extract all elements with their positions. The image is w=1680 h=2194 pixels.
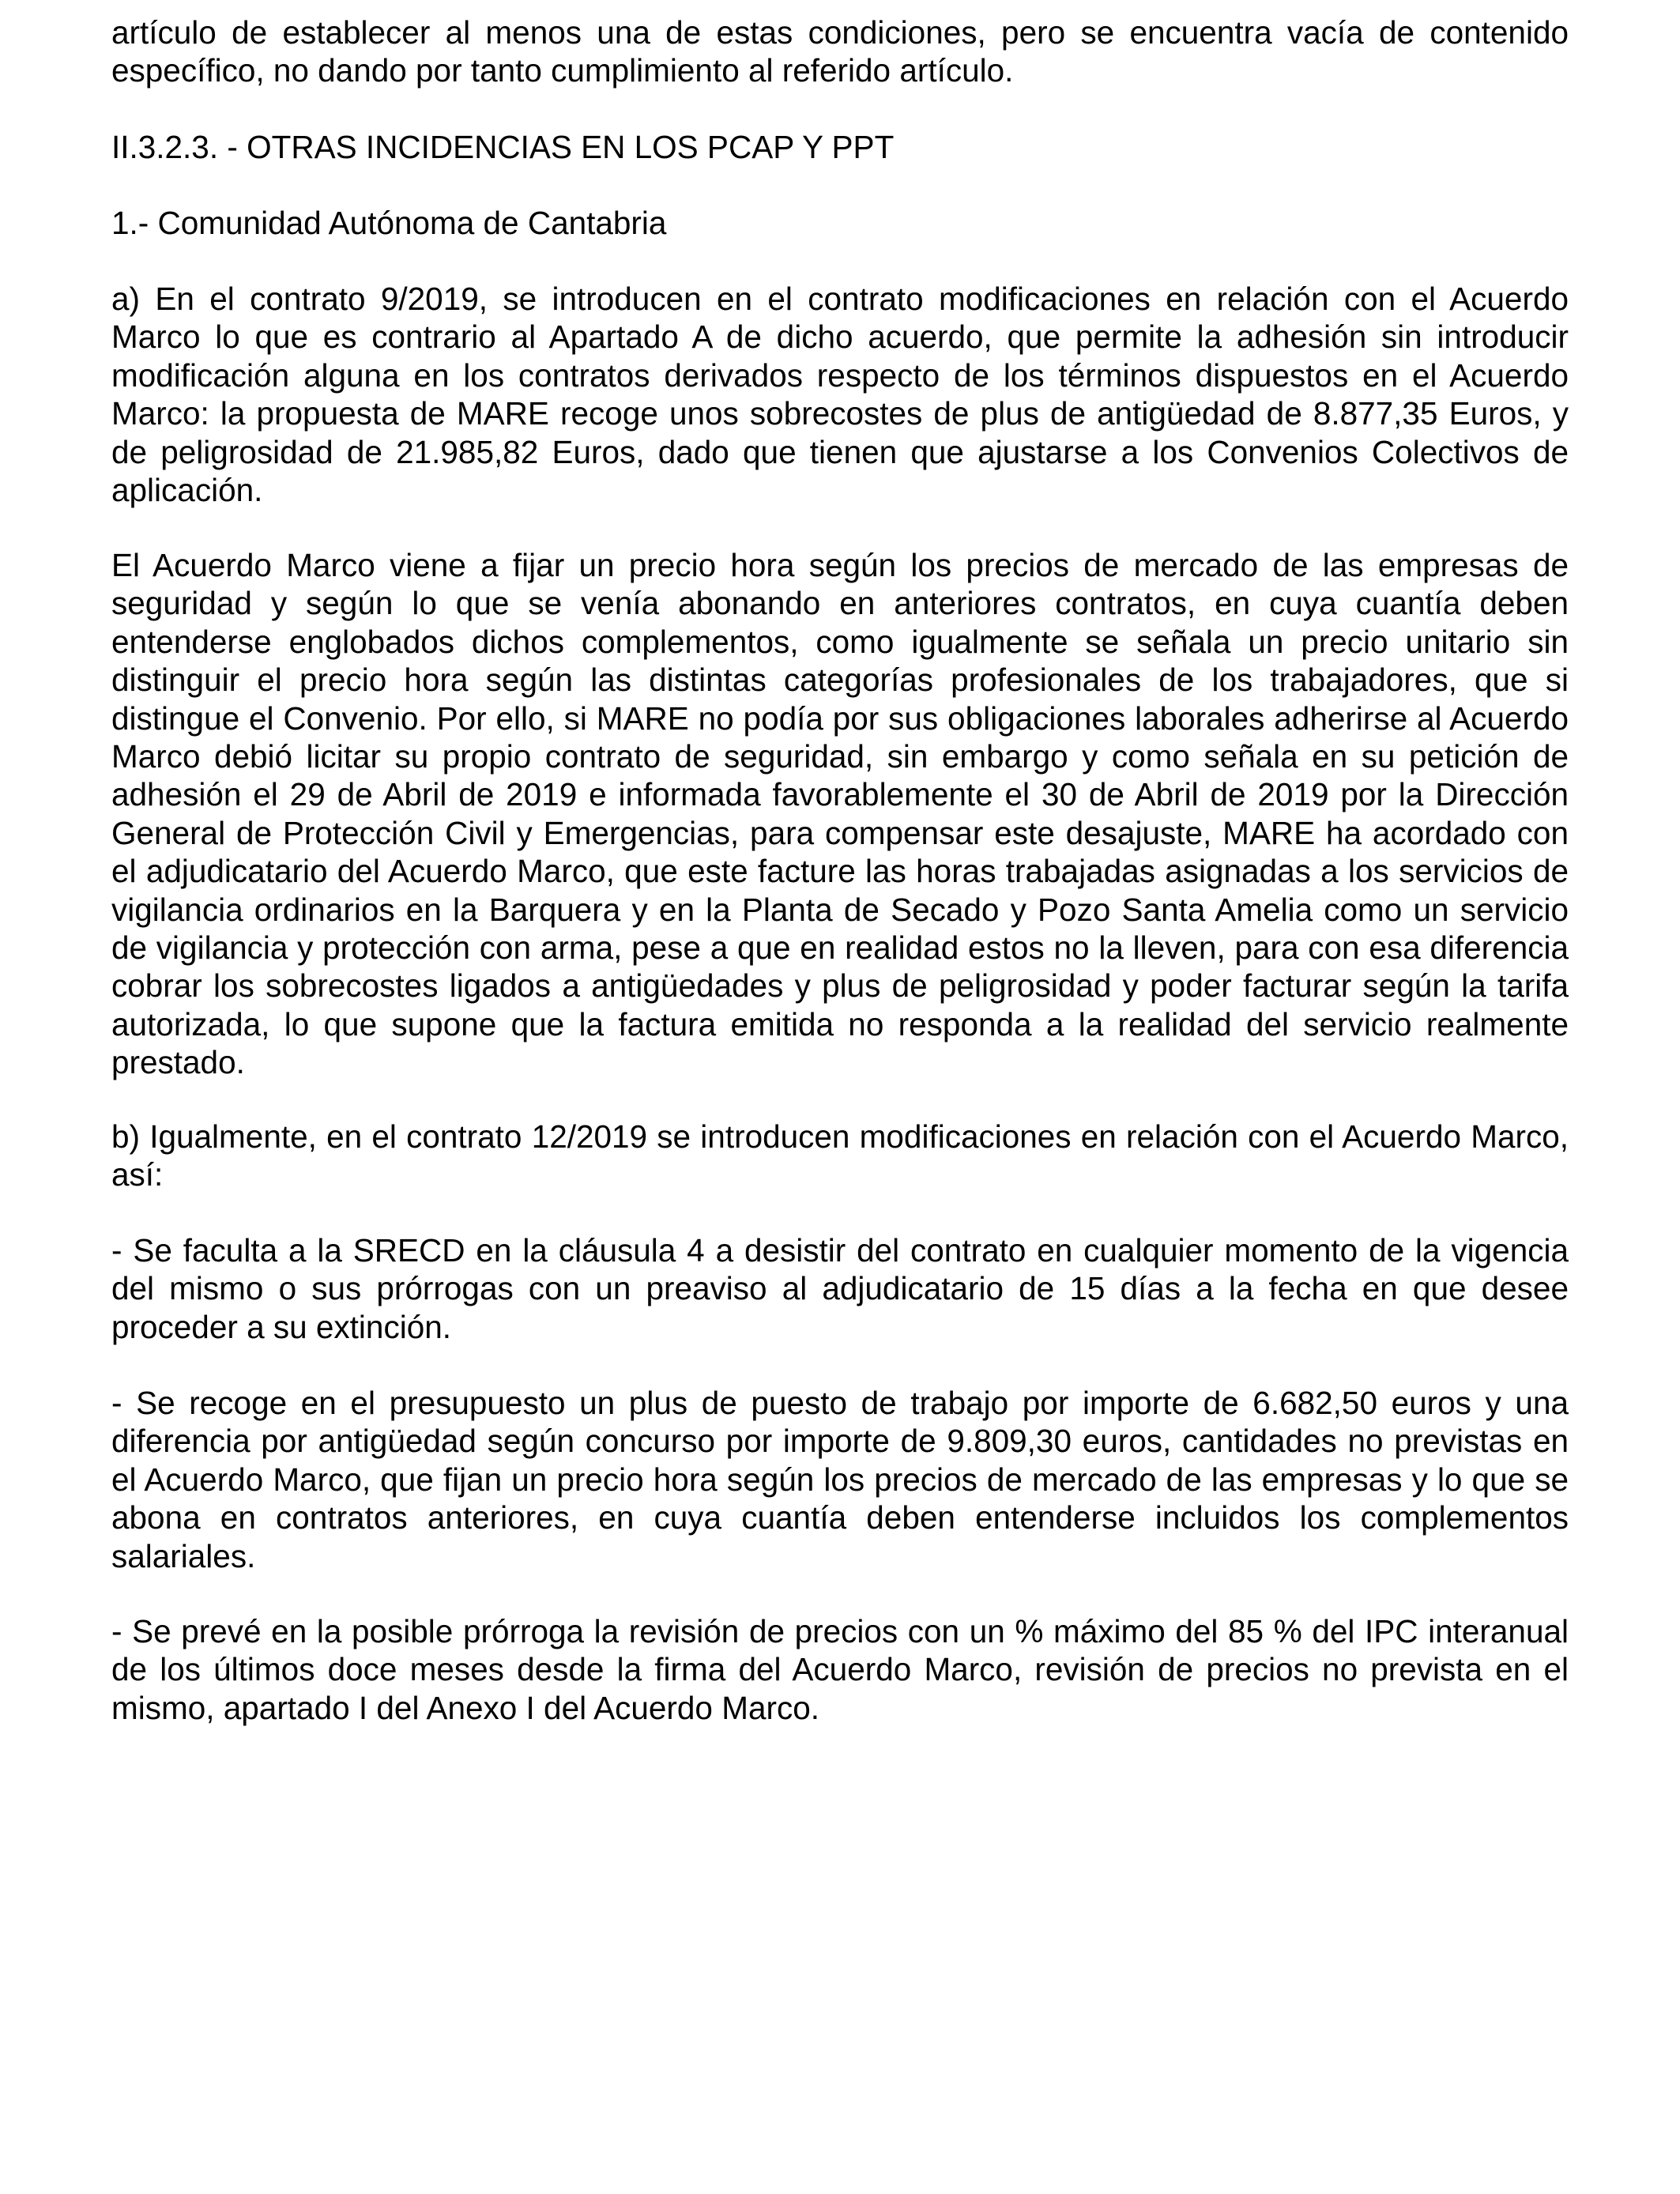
subsection-heading: 1.- Comunidad Autónoma de Cantabria — [111, 205, 667, 241]
paragraph-continuation: artículo de establecer al menos una de estas condiciones, pero se encuentra vacía de contenido específico, no dando por tanto cumplimiento al referido artículo. — [111, 14, 1569, 89]
list-item-desistimiento: - Se faculta a la SRECD en la cláusula 4 a desistir del contrato en cualquier momento de la vigencia del mismo o sus prórrogas con un preaviso al adjudicatario de 15 días a la fecha en que desee proceder a su extinción. — [111, 1232, 1569, 1345]
section-heading: II.3.2.3. - OTRAS INCIDENCIAS EN LOS PCAP Y PPT — [111, 129, 895, 165]
list-item-revision-precios: - Se prevé en la posible prórroga la revisión de precios con un % máximo del 85 % del IPC interanual de los últimos doce meses desde la firma del Acuerdo Marco, revisión de precios no prevista en el mismo, apartado I del Anexo I del Acuerdo Marco. — [111, 1613, 1569, 1726]
list-item-presupuesto: - Se recoge en el presupuesto un plus de puesto de trabajo por importe de 6.682,50 euros y una diferencia por antigüedad según concurso por importe de 9.809,30 euros, cantidades no previstas en el Acuerdo Marco, que fijan un precio hora según los precios de mercado de las empresas y lo que se abona en contratos anteriores, en cuya cuantía deben entenderse incluidos los complementos salariales. — [111, 1385, 1569, 1574]
paragraph-contract-12-2019: b) Igualmente, en el contrato 12/2019 se introducen modificaciones en relación con el Acuerdo Marco, así: — [111, 1118, 1569, 1193]
paragraph-acuerdo-marco: El Acuerdo Marco viene a fijar un precio hora según los precios de mercado de las empresas de seguridad y según lo que se venía abonando en anteriores contratos, en cuya cuantía deben entenderse englobados dichos complementos, como igualmente se señala un precio unitario sin distinguir el precio hora según las distintas categorías profesionales de los trabajadores, que si distingue el Convenio. Por ello, si MARE no podía por sus obligaciones laborales adherirse al Acuerdo Marco debió licitar su propio contrato de seguridad, sin embargo y como señala en su petición de adhesión el 29 de Abril de 2019 e informada favorablemente el 30 de Abril de 2019 por la Dirección General de Protección Civil y Emergencias, para compensar este desajuste, MARE ha acordado con el adjudicatario del Acuerdo Marco, que este facture las horas trabajadas asignadas a los servicios de vigilancia ordinarios en la Barquera y en la Planta de Secado y Pozo Santa Amelia como un servicio de vigilancia y protección con arma, pese a que en realidad estos no la lleven, para con esa diferencia cobrar los sobrecostes ligados a antigüedades y plus de peligrosidad y poder facturar según la tarifa autorizada, lo que supone que la factura emitida no responda a la realidad del servicio realmente prestado. — [111, 547, 1569, 1081]
paragraph-contract-9-2019: a) En el contrato 9/2019, se introducen en el contrato modificaciones en relación con el Acuerdo Marco lo que es contrario al Apartado A de dicho acuerdo, que permite la adhesión sin introducir modificación alguna en los contratos derivados respecto de los términos dispuestos en el Acuerdo Marco: la propuesta de MARE recoge unos sobrecostes de plus de antigüedad de 8.877,35 Euros, y de peligrosidad de 21.985,82 Euros, dado que tienen que ajustarse a los Convenios Colectivos de aplicación. — [111, 281, 1569, 509]
